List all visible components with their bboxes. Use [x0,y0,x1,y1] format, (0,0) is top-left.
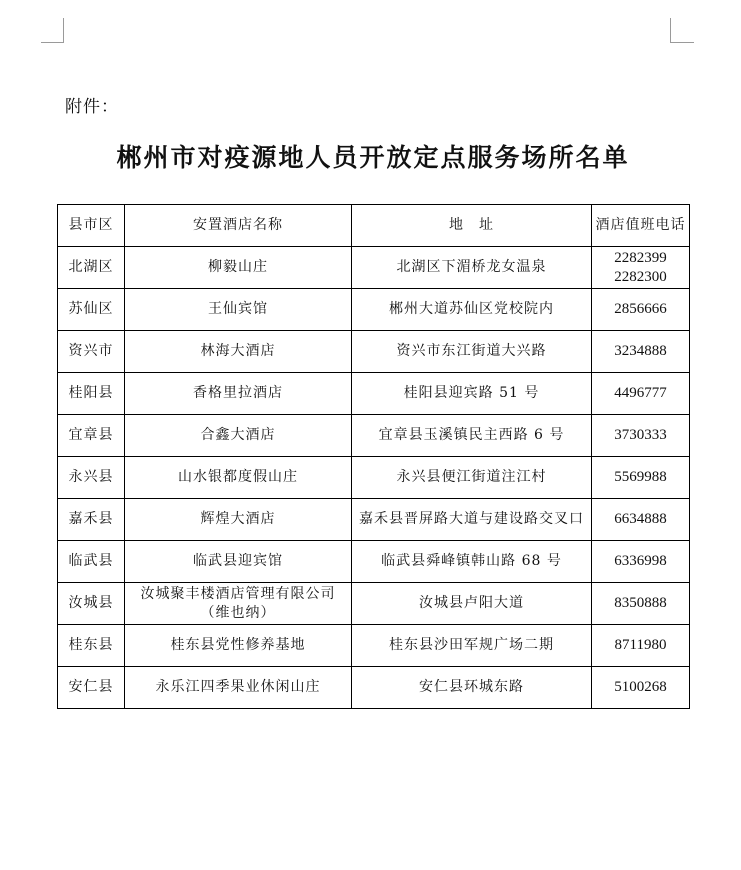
address-cell: 汝城县卢阳大道 [352,583,592,625]
document-title: 郴州市对疫源地人员开放定点服务场所名单 [116,143,630,172]
phone-number: 8711980 [614,637,667,653]
address-cell: 桂东县沙田军规广场二期 [352,625,592,667]
header-duty-phone: 酒店值班电话 [592,205,690,247]
address-cell: 郴州大道苏仙区党校院内 [352,289,592,331]
table-row [58,457,690,499]
phone-number: 3234888 [614,343,667,359]
phone-number: 2282300 [614,268,667,285]
duty-phone-cell [592,331,690,373]
table-row [58,247,690,289]
county-cell: 安仁县 [58,667,125,709]
hotel-name-cell: 合鑫大酒店 [125,415,352,457]
address-cell: 嘉禾县晋屏路大道与建设路交叉口 [352,499,592,541]
phone-number: 4496777 [614,385,667,401]
phone-number: 6336998 [614,553,667,569]
hotel-name-cell: 柳毅山庄 [125,247,352,289]
county-cell: 嘉禾县 [58,499,125,541]
county-cell: 宜章县 [58,415,125,457]
duty-phone-cell [592,415,690,457]
address-cell: 资兴市东江街道大兴路 [352,331,592,373]
duty-phone-cell [592,289,690,331]
phone-number: 3730333 [614,427,667,443]
hotel-name-cell: 辉煌大酒店 [125,499,352,541]
attachment-label: 附件： [65,97,119,117]
duty-phone-cell [592,457,690,499]
table-row [58,415,690,457]
table-header-row [58,205,690,247]
header-hotel-name: 安置酒店名称 [125,205,352,247]
county-cell: 永兴县 [58,457,125,499]
duty-phone-cell [592,541,690,583]
county-cell: 汝城县 [58,583,125,625]
phone-number: 2856666 [614,301,667,317]
crop-mark-top-right [670,18,694,43]
table-row [58,583,690,625]
county-cell: 苏仙区 [58,289,125,331]
table-row [58,331,690,373]
hotel-name-cell: 永乐江四季果业休闲山庄 [125,667,352,709]
address-cell: 临武县舜峰镇韩山路 68 号 [352,541,592,583]
table-row [58,667,690,709]
hotel-name-cell: 临武县迎宾馆 [125,541,352,583]
crop-mark-top-left [41,18,64,43]
hotel-name-cell: 桂东县党性修养基地 [125,625,352,667]
hotel-name-cell: 林海大酒店 [125,331,352,373]
table-row [58,289,690,331]
address-cell: 永兴县便江街道注江村 [352,457,592,499]
phone-number: 6634888 [614,511,667,527]
header-address: 地 址 [352,205,592,247]
county-cell: 桂东县 [58,625,125,667]
phone-number: 2282399 [614,249,667,266]
address-cell: 安仁县环城东路 [352,667,592,709]
hotel-name-cell: 王仙宾馆 [125,289,352,331]
address-cell: 宜章县玉溪镇民主西路 6 号 [352,415,592,457]
county-cell: 资兴市 [58,331,125,373]
duty-phone-cell [592,247,690,289]
phone-number: 5569988 [614,469,667,485]
duty-phone-cell [592,625,690,667]
hotel-name-cell: 香格里拉酒店 [125,373,352,415]
address-cell: 北湖区下湄桥龙女温泉 [352,247,592,289]
county-cell: 北湖区 [58,247,125,289]
duty-phone-cell [592,373,690,415]
header-county: 县市区 [58,205,125,247]
phone-number: 8350888 [614,595,667,611]
table-row [58,373,690,415]
duty-phone-cell [592,583,690,625]
phone-number: 5100268 [614,679,667,695]
hotel-name-cell: 汝城聚丰楼酒店管理有限公司（维也纳） [125,583,352,625]
address-cell: 桂阳县迎宾路 51 号 [352,373,592,415]
hotel-name-cell: 山水银都度假山庄 [125,457,352,499]
table-row [58,625,690,667]
hotel-list-table [57,204,690,709]
duty-phone-cell [592,499,690,541]
table-row [58,499,690,541]
duty-phone-cell [592,667,690,709]
county-cell: 桂阳县 [58,373,125,415]
table-row [58,541,690,583]
county-cell: 临武县 [58,541,125,583]
